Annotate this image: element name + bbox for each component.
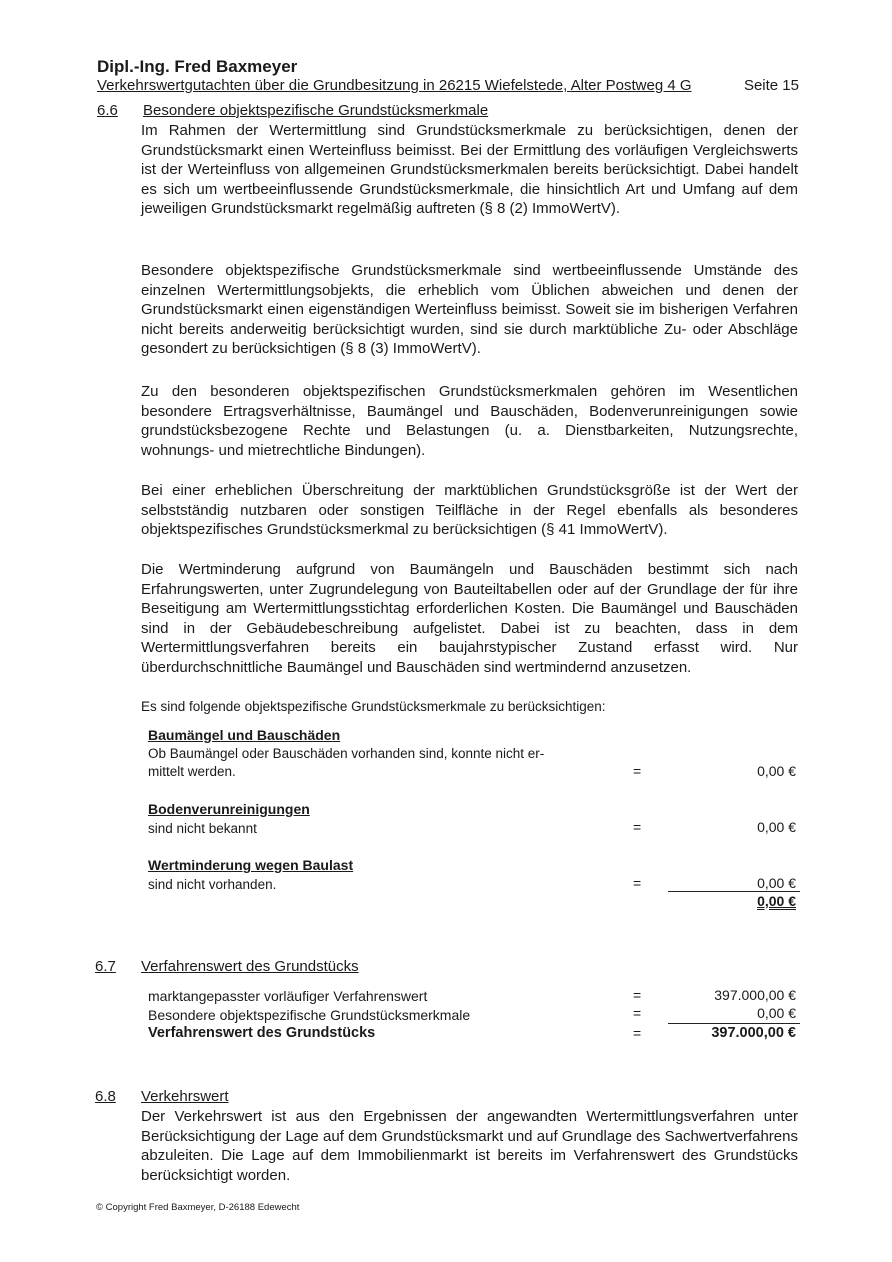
equals-sign: = [633, 875, 642, 891]
section-6-8-heading [95, 1088, 229, 1105]
equals-sign: = [633, 819, 642, 835]
item-text: sind nicht vorhanden. [148, 877, 277, 892]
value-row-amount: 397.000,00 € [711, 1025, 796, 1041]
value-row-amount: 397.000,00 € [714, 987, 796, 1003]
section-number: 6.6 [97, 102, 118, 119]
items-intro: Es sind folgende objektspezifische Grundstücksmerkmale zu berücksichtigen: [141, 699, 606, 714]
section-6-7-heading [95, 958, 359, 975]
item-amount: 0,00 € [757, 819, 796, 835]
item-amount: 0,00 € [757, 763, 796, 779]
paragraph: Bei einer erheblichen Überschreitung der marktüblichen Grundstücksgröße ist der Wert der selbstständig nutzbaren oder sonstigen Teilfläche in der Regel ebenfalls als besonderes objektspezifisches Grundstücksmerkmal zu berücksichtigen (§ 41 ImmoWertV). [141, 482, 798, 538]
section-6-6-heading [97, 102, 488, 119]
item-text: Ob Baumängel oder Bauschäden vorhanden sind, konnte nicht er- [148, 746, 545, 761]
value-row-label: marktangepasster vorläufiger Verfahrenswert [148, 988, 428, 1004]
total-amount: 0,00 € [757, 893, 796, 909]
paragraph: Der Verkehrswert ist aus den Ergebnissen der angewandten Wertermittlungsverfahren unter Berücksichtigung der Lage auf dem Grundstücksmarkt und auf Grundlage des Sachwertverfahrens abzuleiten. Die Lage auf dem Immobilienmarkt ist bereits im Verfahrenswert des Grundstücks berücksichtigt worden. [141, 1108, 798, 1184]
sum-rule [668, 891, 800, 892]
equals-sign: = [633, 1025, 642, 1041]
paragraph: Zu den besonderen objektspezifischen Grundstücksmerkmalen gehören im Wesentlichen besondere Ertragsverhältnisse, Baumängel und Bauschäden, Bodenverunreinigungen sowie grundstücksbezogene Rechte und Belastungen (u. a. Dienstbarkeiten, Nutzungsrechte, wohnungs- und mietrechtliche Bindungen). [141, 383, 798, 459]
value-row-label: Besondere objektspezifische Grundstücksmerkmale [148, 1007, 471, 1023]
item-text: sind nicht bekannt [148, 821, 257, 836]
item-title: Baumängel und Bauschäden [148, 727, 341, 743]
section-title: Verkehrswert [141, 1088, 229, 1105]
paragraph: Besondere objektspezifische Grundstücksmerkmale sind wertbeeinflussende Umstände des einzelnen Wertermittlungsobjekts, die erheblich vom Üblichen abweichen und denen der Grundstücksmarkt einen eigenständigen Werteinfluss beimisst. Soweit sie im bisherigen Verfahren nicht bereits anderweitig berücksichtigt wurden, sind sie durch marktübliche Zu- oder Abschläge gesondert zu berücksichtigen (§ 8 (3) ImmoWertV). [141, 262, 798, 357]
section-number: 6.7 [95, 958, 116, 975]
sum-rule [668, 1023, 800, 1024]
section-title: Besondere objektspezifische Grundstücksmerkmale [143, 102, 489, 119]
author-name: Dipl.-Ing. Fred Baxmeyer [97, 57, 298, 76]
equals-sign: = [633, 763, 642, 779]
item-amount: 0,00 € [757, 875, 796, 891]
equals-sign: = [633, 987, 642, 1003]
paragraph: Die Wertminderung aufgrund von Baumängeln und Bauschäden bestimmt sich nach Erfahrungswerten, unter Zugrundelegung von Bauteiltabellen oder auf der Grundlage der für ihre Beseitigung am Wertermittlungsstichtag erforderlichen Kosten. Die Baumängel und Bauschäden sind in der Gebäudebeschreibung aufgelistet. Dabei ist zu beachten, dass in dem Wertermittlungsverfahren bereits ein baujahrstypischer Zustand erfasst wird. Nur überdurchschnittliche Baumängel und Bauschäden sind wertmindernd anzusetzen. [141, 561, 798, 676]
subtitle-text: Verkehrswertgutachten über die Grundbesitzung in 26215 Wiefelstede, Alter Postweg 4 G [97, 77, 692, 94]
page-number: Seite 15 [743, 77, 799, 94]
item-text: mittelt werden. [148, 764, 236, 779]
copyright-footer: © Copyright Fred Baxmeyer, D-26188 Edewecht [96, 1202, 300, 1213]
item-title: Bodenverunreinigungen [148, 801, 310, 817]
value-row-label: Verfahrenswert des Grundstücks [148, 1025, 376, 1041]
item-title: Wertminderung wegen Baulast [148, 857, 354, 873]
section-title: Verfahrenswert des Grundstücks [141, 958, 359, 975]
value-row-amount: 0,00 € [757, 1005, 796, 1021]
document-subtitle [97, 77, 799, 94]
equals-sign: = [633, 1005, 642, 1021]
section-number: 6.8 [95, 1088, 116, 1105]
paragraph: Im Rahmen der Wertermittlung sind Grundstücksmerkmale zu berücksichtigen, denen der Grundstücksmarkt einen Werteinfluss beimisst. Bei der Ermittlung des vorläufigen Vergleichswerts ist der Werteinfluss von allgemeinen Grundstücksmerkmalen bereits berücksichtigt. Dabei handelt es sich um wertbeeinflussende Grundstücksmerkmale, die hinsichtlich Art und Umfang auf dem jeweiligen Grundstücksmarkt regelmäßig auftreten (§ 8 (2) ImmoWertV). [141, 122, 798, 217]
